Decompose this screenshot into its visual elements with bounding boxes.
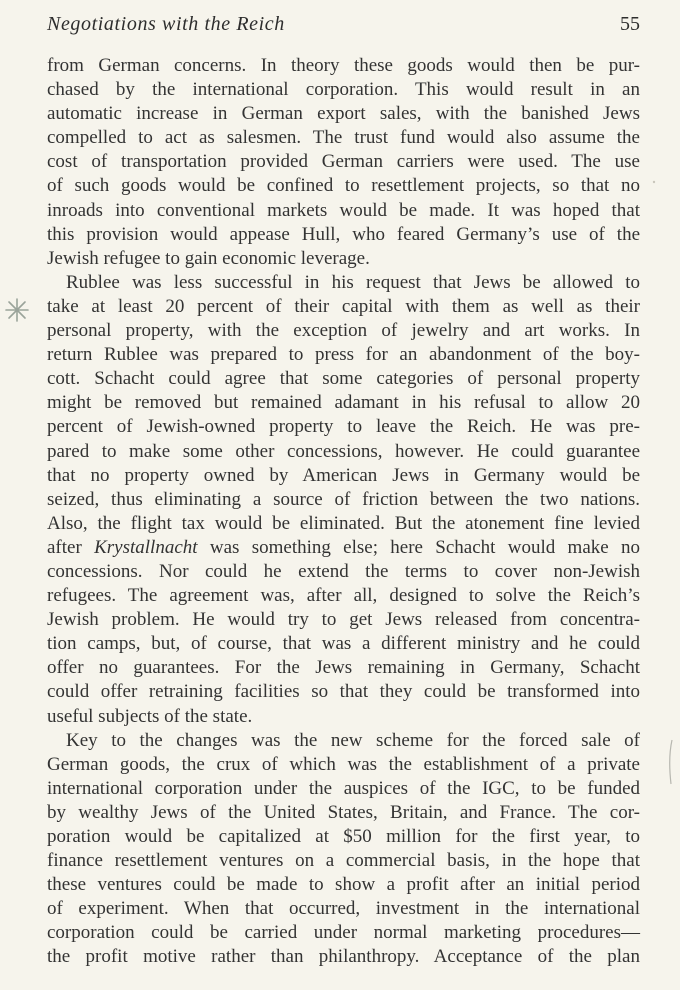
text-line: personal property, with the exception of jewelry and art works. In <box>47 320 640 342</box>
running-head: Negotiations with the Reich <box>47 13 285 35</box>
margin-pencil-tick-icon <box>665 738 675 786</box>
page-header <box>47 13 640 41</box>
text-line: corporation could be carried under normal marketing procedures— <box>47 922 640 944</box>
text-line: by wealthy Jews of the United States, Britain, and France. The cor- <box>47 801 640 823</box>
text-line: German goods, the crux of which was the establishment of a private <box>47 753 640 775</box>
body-text <box>47 54 640 970</box>
text-line: tion camps, but, of course, that was a different ministry and he could <box>47 633 640 655</box>
text-line: of such goods would be confined to resettlement projects, so that no <box>47 175 640 197</box>
text-line: concessions. Nor could he extend the terms to cover non-Jewish <box>47 560 640 582</box>
text-line: cott. Schacht could agree that some categories of personal property <box>47 368 640 390</box>
text-line-with-italic <box>47 536 640 560</box>
paragraph-3 <box>47 729 640 970</box>
text-line: Key to the changes was the new scheme for the forced sale of <box>66 729 640 751</box>
italic-term: Krystallnacht <box>94 536 198 558</box>
text-line: automatic increase in German export sales, with the banished Jews <box>47 103 640 125</box>
text-line: this provision would appease Hull, who feared Germany’s use of the <box>47 223 640 245</box>
line-text-before: after <box>47 536 95 558</box>
page-number: 55 <box>620 13 640 35</box>
text-line: percent of Jewish-owned property to leave the Reich. He was pre- <box>47 416 640 438</box>
text-line: refugees. The agreement was, after all, designed to solve the Reich’s <box>47 585 640 607</box>
asterisk-margin-mark-icon <box>3 296 31 324</box>
text-line: finance resettlement ventures on a commercial basis, in the hope that <box>47 850 640 872</box>
text-line: might be removed but remained adamant in his refusal to allow 20 <box>47 392 640 414</box>
paragraph-1 <box>47 54 640 271</box>
text-line: return Rublee was prepared to press for an abandonment of the boy- <box>47 344 640 366</box>
text-line: cost of transportation provided German carriers were used. The use <box>47 151 640 173</box>
text-line: useful subjects of the state. <box>47 705 253 727</box>
text-line: international corporation under the auspices of the IGC, to be funded <box>47 777 640 799</box>
text-line: these ventures could be made to show a profit after an initial period <box>47 874 640 896</box>
text-line: could offer retraining facilities so that they could be transformed into <box>47 681 640 703</box>
paragraph-2 <box>47 271 640 729</box>
text-line: seized, thus eliminating a source of friction between the two nations. <box>47 488 640 510</box>
text-line: of experiment. When that occurred, investment in the international <box>47 898 640 920</box>
text-line: Rublee was less successful in his request that Jews be allowed to <box>66 271 640 293</box>
text-line: that no property owned by American Jews in Germany would be <box>47 464 640 486</box>
text-line: Also, the flight tax would be eliminated. But the atonement fine levied <box>47 512 640 534</box>
text-line: pared to make some other concessions, however. He could guarantee <box>47 440 640 462</box>
text-line: Jewish refugee to gain economic leverage. <box>47 247 370 269</box>
margin-speck-icon <box>652 180 656 184</box>
text-line: poration would be capitalized at $50 million for the first year, to <box>47 826 640 847</box>
text-line: take at least 20 percent of their capital with them as well as their <box>47 295 640 317</box>
text-line: the profit motive rather than philanthropy. Acceptance of the plan <box>47 946 640 968</box>
text-line: Jewish problem. He would try to get Jews released from concentra- <box>47 609 640 631</box>
text-line: compelled to act as salesmen. The trust fund would also assume the <box>47 127 640 149</box>
text-line: chased by the international corporation. This would result in an <box>47 79 640 101</box>
text-line: inroads into conventional markets would be made. It was hoped that <box>47 199 640 221</box>
line-text-after: was something else; here Schacht would make no <box>197 536 640 558</box>
text-line: offer no guarantees. For the Jews remaining in Germany, Schacht <box>47 657 640 679</box>
text-line: from German concerns. In theory these goods would then be pur- <box>47 55 640 76</box>
